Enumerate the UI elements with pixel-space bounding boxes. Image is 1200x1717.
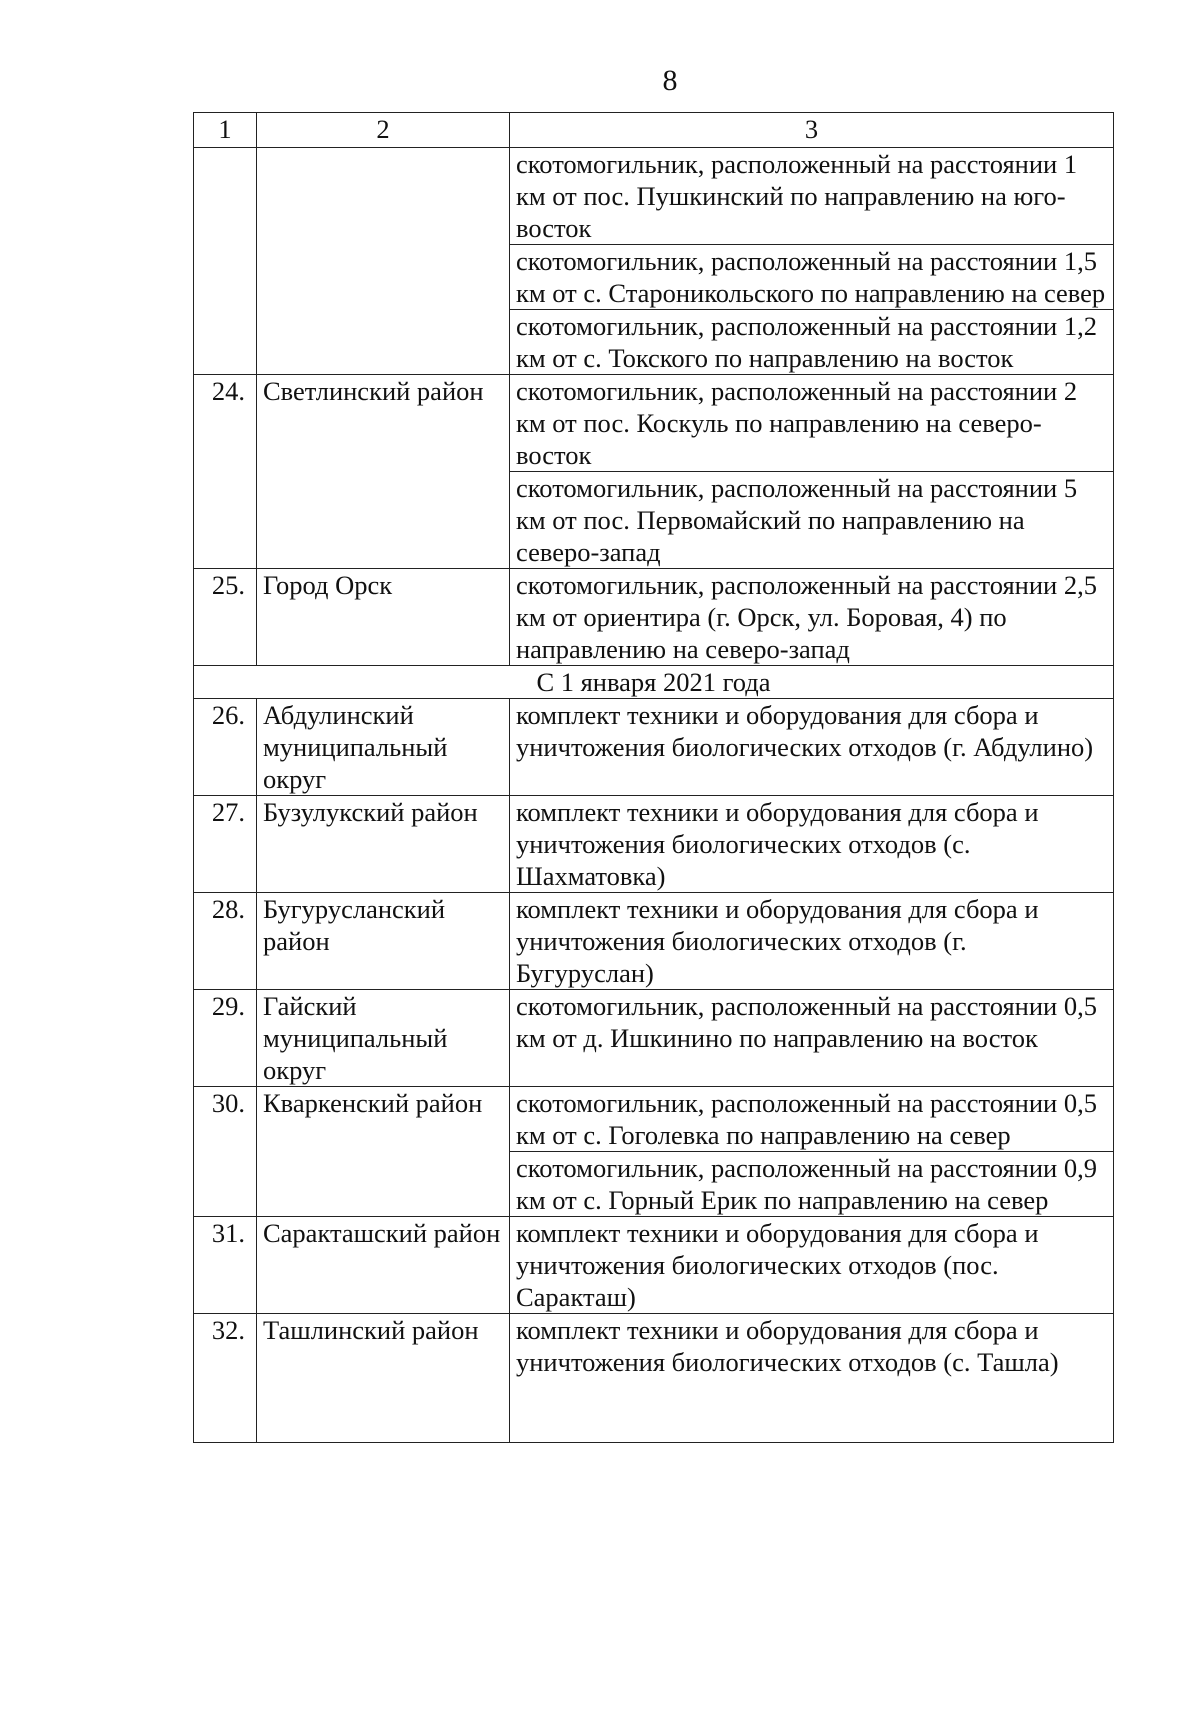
column-header-1: 1 (194, 113, 257, 148)
district-name (257, 148, 510, 375)
table-row (194, 893, 1114, 990)
district-name: Бугурусланский район (257, 893, 510, 990)
facility-entry: комплект техники и оборудования для сбора и уничтожения биологических отходов (пос. Саракташ) (510, 1217, 1114, 1314)
section-row (194, 666, 1114, 699)
facility-entry: скотомогильник, расположенный на расстоянии 1,5 км от с. Староникольского по направлению на север (510, 245, 1114, 310)
facility-entry: комплект техники и оборудования для сбора и уничтожения биологических отходов (с. Шахматовка) (510, 796, 1114, 893)
column-header-2: 2 (257, 113, 510, 148)
empty-cell (194, 1378, 257, 1443)
table-row-padding (194, 1378, 1114, 1443)
table-row (194, 1087, 1114, 1152)
table-row (194, 699, 1114, 796)
district-name: Кваркенский район (257, 1087, 510, 1217)
row-number: 32. (194, 1314, 257, 1379)
facility-entry: скотомогильник, расположенный на расстоянии 0,5 км от с. Гоголевка по направлению на север (510, 1087, 1114, 1152)
facility-entry: скотомогильник, расположенный на расстоянии 0,5 км от д. Ишкинино по направлению на восток (510, 990, 1114, 1087)
section-heading: С 1 января 2021 года (194, 666, 1114, 699)
row-number: 30. (194, 1087, 257, 1217)
facility-entry: комплект техники и оборудования для сбора и уничтожения биологических отходов (с. Ташла) (510, 1314, 1114, 1379)
table-row (194, 569, 1114, 666)
row-number: 24. (194, 375, 257, 569)
row-number: 29. (194, 990, 257, 1087)
facilities-table (193, 112, 1114, 1443)
district-name: Саракташский район (257, 1217, 510, 1314)
table-row (194, 1314, 1114, 1379)
district-name: Город Орск (257, 569, 510, 666)
facility-entry: скотомогильник, расположенный на расстоянии 2,5 км от ориентира (г. Орск, ул. Боровая, 4) по направлению на северо-запад (510, 569, 1114, 666)
facility-entry: комплект техники и оборудования для сбора и уничтожения биологических отходов (г. Бугуруслан) (510, 893, 1114, 990)
row-number: 31. (194, 1217, 257, 1314)
district-name: Абдулинский муниципальный округ (257, 699, 510, 796)
table-row (194, 375, 1114, 472)
empty-cell (510, 1378, 1114, 1443)
district-name: Бузулукский район (257, 796, 510, 893)
facility-entry: скотомогильник, расположенный на расстоянии 0,9 км от с. Горный Ерик по направлению на север (510, 1152, 1114, 1217)
district-name: Ташлинский район (257, 1314, 510, 1379)
facility-entry: скотомогильник, расположенный на расстоянии 5 км от пос. Первомайский по направлению на северо-запад (510, 472, 1114, 569)
page-number: 8 (662, 64, 678, 97)
row-number: 26. (194, 699, 257, 796)
row-number: 28. (194, 893, 257, 990)
table-row (194, 1217, 1114, 1314)
facility-entry: скотомогильник, расположенный на расстоянии 2 км от пос. Коскуль по направлению на северо-восток (510, 375, 1114, 472)
table-row (194, 796, 1114, 893)
row-number: 25. (194, 569, 257, 666)
facility-entry: скотомогильник, расположенный на расстоянии 1 км от пос. Пушкинский по направлению на юго-восток (510, 148, 1114, 245)
table-row (194, 990, 1114, 1087)
table-header-row (194, 113, 1114, 148)
facility-entry: скотомогильник, расположенный на расстоянии 1,2 км от с. Токского по направлению на восток (510, 310, 1114, 375)
district-name: Гайский муниципальный округ (257, 990, 510, 1087)
table-row (194, 148, 1114, 245)
row-number: 27. (194, 796, 257, 893)
facility-entry: комплект техники и оборудования для сбора и уничтожения биологических отходов (г. Абдулино) (510, 699, 1114, 796)
district-name: Светлинский район (257, 375, 510, 569)
column-header-3: 3 (510, 113, 1114, 148)
empty-cell (257, 1378, 510, 1443)
table-body (194, 113, 1114, 1443)
row-number (194, 148, 257, 375)
